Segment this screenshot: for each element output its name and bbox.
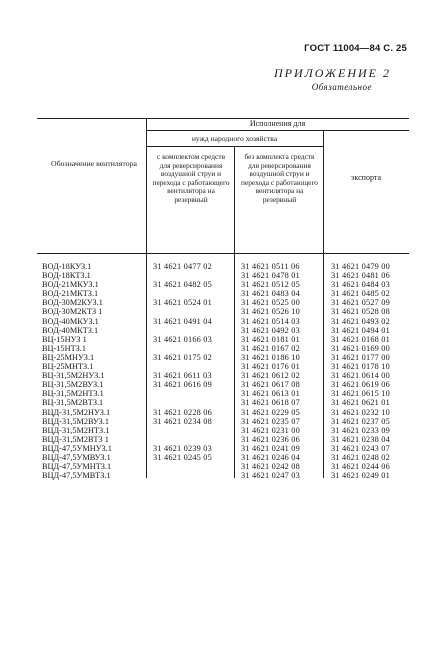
fan-designation: ВЦ-31,5М2ВТЗ.1 bbox=[42, 398, 104, 408]
header-export: экспорта bbox=[351, 173, 381, 182]
code-export: 31 4621 0249 01 bbox=[331, 471, 391, 481]
fan-designation: ВЦД-31,5М2НТЗ.1 bbox=[42, 425, 110, 435]
header-with-kit: с комплектом средств для реверсирования воздушной струи и перехода с работающего вентилятора на резервный bbox=[152, 152, 230, 204]
code-export: 31 4621 0238 04 bbox=[331, 434, 391, 444]
code-export: 31 4621 0615 10 bbox=[331, 389, 391, 399]
code-without-kit: 31 4621 0235 07 bbox=[241, 416, 301, 426]
code-without-kit: 31 4621 0229 05 bbox=[241, 407, 301, 417]
fan-designation: ВЦ-31,5М2ВУЗ.1 bbox=[42, 380, 104, 390]
code-export: 31 4621 0527 09 bbox=[331, 298, 391, 308]
fan-designation: ВОД-30М2КУЗ.1 bbox=[42, 298, 103, 308]
code-export: 31 4621 0248 02 bbox=[331, 452, 391, 462]
code-with-kit: 31 4621 0616 09 bbox=[153, 380, 213, 390]
header-without-kit: без комплекта средств для реверсирования воздушной струи и перехода с работающего вентилятора на резервный bbox=[241, 152, 318, 204]
code-without-kit: 31 4621 0247 03 bbox=[241, 471, 301, 481]
code-export: 31 4621 0244 06 bbox=[331, 462, 391, 472]
code-export: 31 4621 0177 00 bbox=[331, 352, 391, 362]
code-without-kit: 31 4621 0612 02 bbox=[241, 371, 301, 381]
fan-designation: ВЦ-25МНУЗ.1 bbox=[42, 352, 95, 362]
code-export: 31 4621 0481 06 bbox=[331, 271, 391, 281]
fan-designation: ВЦ-15НУЗ 1 bbox=[42, 334, 87, 344]
fan-designation: ВЦД-31,5М2НУЗ.1 bbox=[42, 407, 111, 417]
fan-designation: ВОД-18КУЗ.1 bbox=[42, 262, 92, 271]
code-without-kit: 31 4621 0526 10 bbox=[241, 307, 301, 317]
fan-designation: ВЦД-47,5УМНУЗ.1 bbox=[42, 443, 112, 453]
fan-designation: ВЦ-31,5М2НУЗ.1 bbox=[42, 371, 105, 381]
code-export: 31 4621 0528 08 bbox=[331, 307, 391, 317]
fan-designation: ВЦ-25МНТЗ.1 bbox=[42, 362, 94, 372]
fan-designation: ВЦД-47,5УМВТЗ.1 bbox=[42, 471, 111, 481]
code-export: 31 4621 0237 05 bbox=[331, 416, 391, 426]
code-without-kit: 31 4621 0241 09 bbox=[241, 443, 301, 453]
fan-designation: ВЦД-47,5УМВУЗ.1 bbox=[42, 452, 111, 462]
appendix-title: ПРИЛОЖЕНИЕ 2 bbox=[274, 66, 391, 80]
code-export: 31 4621 0233 09 bbox=[331, 425, 391, 435]
code-with-kit: 31 4621 0228 06 bbox=[153, 407, 213, 417]
code-export: 31 4621 0621 01 bbox=[331, 398, 391, 408]
table-top-rule bbox=[37, 118, 409, 119]
code-export: 31 4621 0493 02 bbox=[331, 316, 391, 326]
code-with-kit: 31 4621 0234 08 bbox=[153, 416, 213, 426]
code-without-kit: 31 4621 0512 05 bbox=[241, 280, 301, 290]
code-without-kit: 31 4621 0231 00 bbox=[241, 425, 301, 435]
code-without-kit: 31 4621 0186 10 bbox=[241, 352, 301, 362]
code-with-kit: 31 4621 0239 03 bbox=[153, 443, 213, 453]
code-without-kit: 31 4621 0618 07 bbox=[241, 398, 301, 408]
fan-designation: ВОД-40МКТЗ.1 bbox=[42, 325, 99, 335]
fan-designation: ВЦД-31,5М2ВТЗ 1 bbox=[42, 434, 109, 444]
appendix-subtitle: Обязательное bbox=[311, 82, 372, 92]
fan-designation: ВОД-30М2КТЗ 1 bbox=[42, 307, 103, 317]
code-with-kit: 31 4621 0166 03 bbox=[153, 334, 213, 344]
code-export: 31 4621 0614 00 bbox=[331, 371, 391, 381]
code-without-kit: 31 4621 0236 06 bbox=[241, 434, 301, 444]
header-group-line2: нужд народного хозяйства bbox=[191, 134, 278, 143]
page-header: ГОСТ 11004—84 С. 25 bbox=[304, 43, 407, 54]
code-without-kit: 31 4621 0514 03 bbox=[241, 316, 301, 326]
code-without-kit: 31 4621 0246 04 bbox=[241, 452, 301, 462]
code-with-kit: 31 4621 0491 04 bbox=[153, 316, 213, 326]
code-export: 31 4621 0484 03 bbox=[331, 280, 391, 290]
code-without-kit: 31 4621 0617 08 bbox=[241, 380, 301, 390]
code-export: 31 4621 0232 10 bbox=[331, 407, 391, 417]
code-export: 31 4621 0619 06 bbox=[331, 380, 391, 390]
fan-designation: ВОД-21МКТЗ.1 bbox=[42, 289, 99, 299]
subgroup-divider bbox=[146, 146, 323, 147]
code-without-kit: 31 4621 0176 01 bbox=[241, 362, 301, 372]
col-divider-2 bbox=[234, 146, 235, 478]
header-designation: Обозначение вентилятора bbox=[51, 159, 137, 168]
code-export: 31 4621 0178 10 bbox=[331, 362, 391, 372]
fan-designation: ВЦД-31,5М2ВУЗ.1 bbox=[42, 416, 109, 426]
code-without-kit: 31 4621 0483 04 bbox=[241, 289, 301, 299]
table-header-bottom-rule bbox=[37, 253, 409, 254]
code-with-kit: 31 4621 0245 05 bbox=[153, 452, 213, 462]
code-without-kit: 31 4621 0613 01 bbox=[241, 389, 301, 399]
fan-designation: ВЦ-15НТЗ.1 bbox=[42, 343, 87, 353]
fan-designation: ВОД-40МКУЗ.1 bbox=[42, 316, 99, 326]
col-divider-1 bbox=[146, 118, 147, 478]
code-with-kit: 31 4621 0477 02 bbox=[153, 262, 213, 271]
code-with-kit: 31 4621 0611 03 bbox=[153, 371, 212, 381]
code-without-kit: 31 4621 0167 02 bbox=[241, 343, 301, 353]
code-with-kit: 31 4621 0524 01 bbox=[153, 298, 213, 308]
fan-designation: ВЦД-47,5УМНТЗ.1 bbox=[42, 462, 112, 472]
fan-designation: ВОД-18КТЗ.1 bbox=[42, 271, 91, 281]
code-without-kit: 31 4621 0478 01 bbox=[241, 271, 301, 281]
code-without-kit: 31 4621 0525 00 bbox=[241, 298, 301, 308]
fan-designation: ВЦ-31,5М2НТЗ.1 bbox=[42, 389, 104, 399]
fan-designation: ВОД-21МКУЗ.1 bbox=[42, 280, 99, 290]
code-export: 31 4621 0168 01 bbox=[331, 334, 391, 344]
code-without-kit: 31 4621 0181 01 bbox=[241, 334, 301, 344]
group-divider bbox=[146, 130, 409, 131]
code-with-kit: 31 4621 0482 05 bbox=[153, 280, 213, 290]
code-without-kit: 31 4621 0242 08 bbox=[241, 462, 301, 472]
code-export: 31 4621 0243 07 bbox=[331, 443, 391, 453]
code-export: 31 4621 0169 00 bbox=[331, 343, 391, 353]
code-export: 31 4621 0479 00 bbox=[331, 262, 391, 271]
code-export: 31 4621 0494 01 bbox=[331, 325, 391, 335]
code-with-kit: 31 4621 0175 02 bbox=[153, 352, 213, 362]
code-export: 31 4621 0485 02 bbox=[331, 289, 391, 299]
header-group-line1: Исполнения для bbox=[249, 119, 306, 128]
code-without-kit: 31 4621 0511 06 bbox=[241, 262, 300, 271]
code-without-kit: 31 4621 0492 03 bbox=[241, 325, 301, 335]
